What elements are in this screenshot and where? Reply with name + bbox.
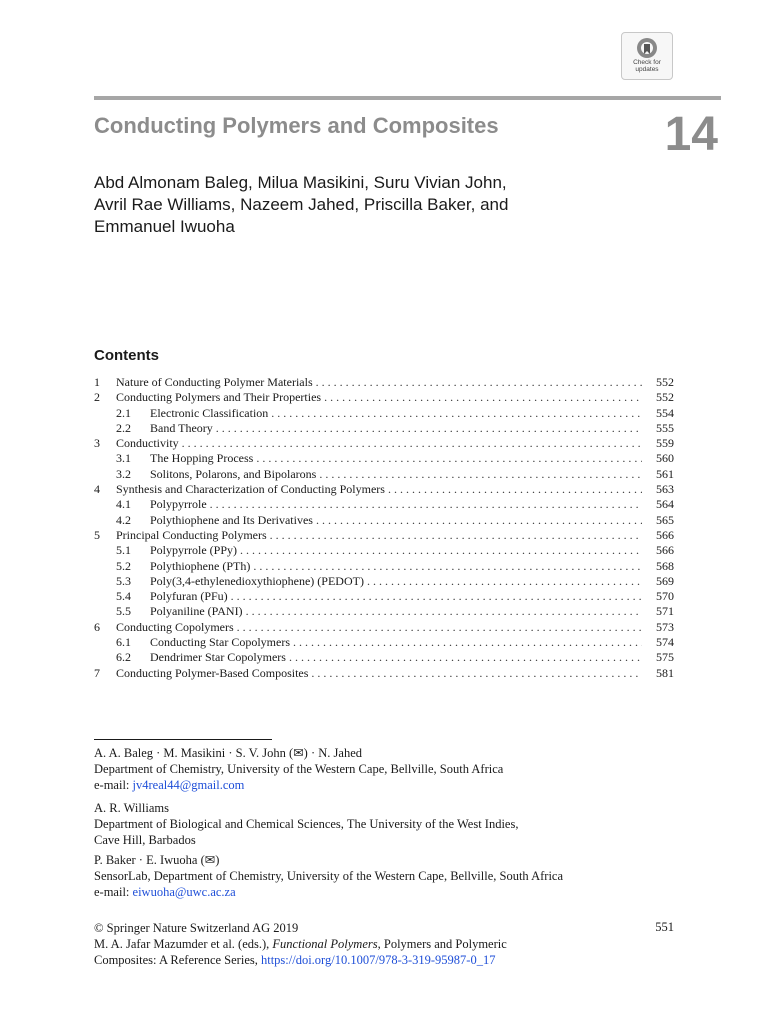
toc-entry-page: 571 <box>656 604 674 619</box>
toc-leader-dots <box>289 650 642 665</box>
toc-entry[interactable] <box>94 467 674 482</box>
toc-leader-dots <box>316 375 642 390</box>
toc-entry-title: Conducting Copolymers <box>116 619 234 634</box>
toc-entry-title: Solitons, Polarons, and Bipolarons <box>150 466 317 481</box>
toc-leader-dots <box>237 620 642 635</box>
toc-entry-page: 552 <box>656 375 674 389</box>
toc-entry-title: Polypyrrole (PPy) <box>150 543 237 558</box>
toc-entry[interactable] <box>94 666 674 681</box>
toc-leader-dots <box>270 528 642 543</box>
email-label: e-mail: <box>94 778 133 792</box>
toc-entry-page: 566 <box>656 543 674 558</box>
citation-series: Composites: A Reference Series, <box>94 953 261 967</box>
bookmark-icon <box>636 37 658 59</box>
toc-entry-number: 2.1 <box>116 405 131 420</box>
toc-entry-page: 566 <box>656 527 674 542</box>
citation-rest: , Polymers and Polymeric <box>377 937 507 951</box>
toc-entry-number: 2 <box>94 390 100 405</box>
toc-entry-title: Nature of Conducting Polymer Materials <box>116 375 313 389</box>
citation-book-title: Functional Polymers <box>272 937 378 951</box>
toc-entry[interactable] <box>94 528 674 543</box>
toc-entry-number: 3 <box>94 436 100 451</box>
check-for-updates-badge[interactable] <box>621 32 673 80</box>
citation-line <box>94 936 674 952</box>
toc-leader-dots <box>293 635 642 650</box>
badge-label-line1: Check for <box>633 59 661 66</box>
toc-entry-number: 6.1 <box>116 635 131 650</box>
toc-leader-dots <box>182 436 642 451</box>
toc-entry-number: 5.4 <box>116 589 131 604</box>
author-line: Emmanuel Iwuoha <box>94 217 235 236</box>
copyright-block <box>94 920 674 968</box>
toc-entry-number: 3.2 <box>116 466 131 481</box>
table-of-contents <box>94 375 674 681</box>
toc-entry[interactable] <box>94 451 674 466</box>
toc-entry[interactable] <box>94 436 674 451</box>
toc-entry-number: 5.1 <box>116 543 131 558</box>
email-label: e-mail: <box>94 885 133 899</box>
affiliation-department: Department of Chemistry, University of the Western Cape, Bellville, South Africa <box>94 762 504 776</box>
affiliation-names: A. R. Williams <box>94 801 169 815</box>
toc-entry-number: 5 <box>94 527 100 542</box>
toc-entry-title: Polythiophene and Its Derivatives <box>150 512 313 527</box>
toc-leader-dots <box>246 604 642 619</box>
toc-entry-title: Polythiophene (PTh) <box>150 558 251 573</box>
toc-entry-page: 568 <box>656 558 674 573</box>
toc-entry[interactable] <box>94 497 674 512</box>
doi-link[interactable]: https://doi.org/10.1007/978-3-319-95987-0_17 <box>260 953 496 967</box>
toc-entry-title: Polyfuran (PFu) <box>150 589 228 604</box>
toc-entry-title: Principal Conducting Polymers <box>116 527 267 542</box>
toc-entry-title: Polypyrrole <box>150 497 207 512</box>
toc-leader-dots <box>319 467 642 482</box>
toc-leader-dots <box>271 406 642 421</box>
author-line: Abd Almonam Baleg, Milua Masikini, Suru Vivian John, <box>94 173 507 192</box>
toc-entry[interactable] <box>94 620 674 635</box>
toc-leader-dots <box>324 390 642 405</box>
toc-entry-page: 573 <box>656 619 674 634</box>
affiliation-block-1 <box>94 745 664 793</box>
toc-entry-title: Conductivity <box>116 436 179 451</box>
toc-entry-page: 555 <box>656 420 674 435</box>
footnote-rule <box>94 739 272 740</box>
toc-entry-number: 5.2 <box>116 558 131 573</box>
affiliation-block-2 <box>94 800 664 848</box>
toc-leader-dots <box>240 543 642 558</box>
toc-entry-title: Conducting Star Copolymers <box>150 635 290 650</box>
toc-entry-title: The Hopping Process <box>150 451 254 466</box>
chapter-title: Conducting Polymers and Composites <box>94 113 499 138</box>
author-list <box>94 172 654 238</box>
toc-entry-page: 570 <box>656 589 674 604</box>
toc-entry-page: 559 <box>656 436 674 451</box>
toc-entry-title: Electronic Classification <box>150 405 269 420</box>
toc-entry-number: 5.5 <box>116 604 131 619</box>
chapter-number: 14 <box>664 108 718 161</box>
toc-entry[interactable] <box>94 513 674 528</box>
toc-leader-dots <box>316 513 642 528</box>
toc-entry-title: Poly(3,4-ethylenedioxythiophene) (PEDOT) <box>150 573 364 588</box>
toc-entry[interactable] <box>94 543 674 558</box>
toc-entry-number: 3.1 <box>116 451 131 466</box>
toc-leader-dots <box>210 497 642 512</box>
toc-entry-number: 2.2 <box>116 420 131 435</box>
citation-editors: M. A. Jafar Mazumder et al. (eds.), <box>94 937 273 951</box>
toc-entry-page: 575 <box>656 650 674 665</box>
toc-entry-page: 554 <box>656 405 674 420</box>
toc-entry[interactable] <box>94 604 674 619</box>
affiliation-department: Cave Hill, Barbados <box>94 833 196 847</box>
toc-entry-number: 7 <box>94 665 100 680</box>
toc-entry-title: Dendrimer Star Copolymers <box>150 650 286 665</box>
citation-line-2 <box>94 952 674 968</box>
toc-entry-page: 581 <box>656 665 674 680</box>
toc-entry[interactable] <box>94 421 674 436</box>
toc-leader-dots <box>367 574 642 589</box>
affiliation-department: SensorLab, Department of Chemistry, University of the Western Cape, Bellville, South Africa <box>94 869 564 883</box>
toc-entry-number: 4.1 <box>116 497 131 512</box>
header-rule <box>94 96 721 100</box>
affiliation-department: Department of Biological and Chemical Sciences, The University of the West Indies, <box>94 817 519 831</box>
toc-entry-title: Conducting Polymers and Their Properties <box>116 390 322 405</box>
toc-leader-dots <box>311 666 642 681</box>
toc-leader-dots <box>216 421 642 436</box>
toc-leader-dots <box>256 451 642 466</box>
badge-label-line2: updates <box>635 66 659 73</box>
toc-entry-title: Band Theory <box>150 420 213 435</box>
toc-entry-title: Synthesis and Characterization of Conducting Polymers <box>116 482 385 497</box>
toc-leader-dots <box>388 482 642 497</box>
toc-leader-dots <box>231 589 642 604</box>
toc-entry-number: 6.2 <box>116 650 131 665</box>
toc-entry-number: 4.2 <box>116 512 131 527</box>
email-link[interactable]: eiwuoha@uwc.ac.za <box>132 885 236 899</box>
toc-entry-page: 560 <box>656 451 674 466</box>
toc-leader-dots <box>253 559 642 574</box>
toc-entry-number: 4 <box>94 482 100 497</box>
author-line: Avril Rae Williams, Nazeem Jahed, Priscilla Baker, and <box>94 195 509 214</box>
affiliation-block-3 <box>94 852 664 900</box>
toc-entry[interactable] <box>94 574 674 589</box>
toc-entry[interactable] <box>94 650 674 665</box>
affiliation-names: P. Baker · E. Iwuoha (✉) <box>94 853 220 867</box>
toc-entry-page: 561 <box>656 466 674 481</box>
toc-entry[interactable] <box>94 406 674 421</box>
page-number: 551 <box>655 920 674 934</box>
toc-entry-number: 5.3 <box>116 573 131 588</box>
contents-heading: Contents <box>94 347 159 364</box>
email-line <box>94 884 664 900</box>
toc-entry-number: 1 <box>94 375 100 389</box>
email-line <box>94 777 664 793</box>
toc-entry[interactable] <box>94 375 674 390</box>
toc-entry-page: 552 <box>656 390 674 405</box>
copyright-line: © Springer Nature Switzerland AG 2019 <box>94 921 299 935</box>
toc-entry-title: Polyaniline (PANI) <box>150 604 243 619</box>
toc-entry-page: 574 <box>656 635 674 650</box>
toc-entry-page: 565 <box>656 512 674 527</box>
toc-entry[interactable] <box>94 482 674 497</box>
toc-entry[interactable] <box>94 635 674 650</box>
toc-entry-page: 564 <box>656 497 674 512</box>
toc-entry-page: 569 <box>656 573 674 588</box>
toc-entry-page: 563 <box>656 482 674 497</box>
affiliation-names: A. A. Baleg · M. Masikini · S. V. John (✉) · N. Jahed <box>94 746 362 760</box>
toc-entry-number: 6 <box>94 619 100 634</box>
toc-entry-title: Conducting Polymer-Based Composites <box>116 665 309 680</box>
toc-entry[interactable] <box>94 559 674 574</box>
email-link[interactable]: jv4real44@gmail.com <box>132 778 245 792</box>
toc-entry[interactable] <box>94 390 674 405</box>
toc-entry[interactable] <box>94 589 674 604</box>
